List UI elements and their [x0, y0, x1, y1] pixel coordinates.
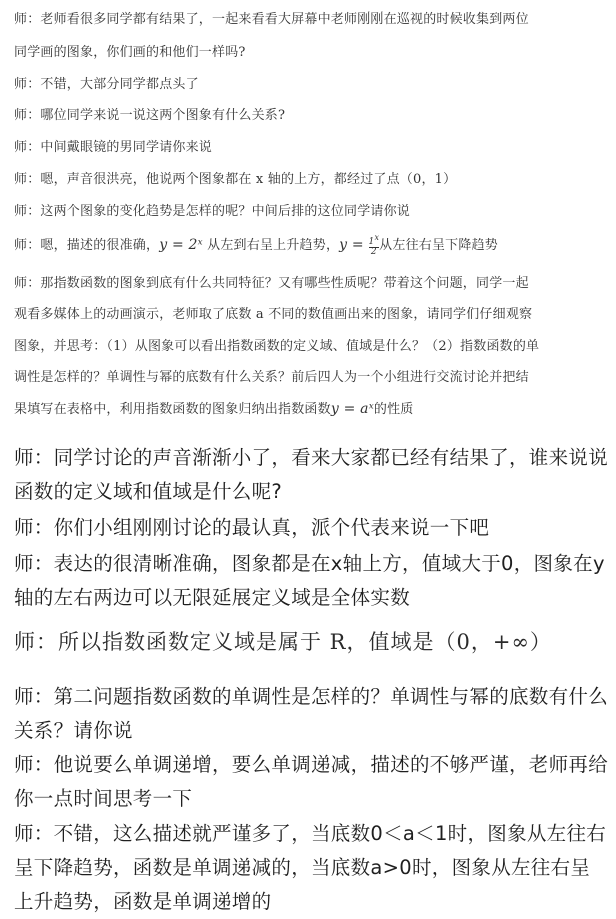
text-line: 调性是怎样的？单调性与幂的底数有什么关系？前后四人为一个小组进行交流讨论并把结: [14, 370, 529, 385]
text-line: 师：不错，大部分同学都点头了: [14, 77, 199, 92]
text-line: 师：中间戴眼镜的男同学请你来说: [14, 140, 213, 155]
formula-eq2-lhs: y =: [339, 237, 369, 253]
paragraph: 师：第二问题指数函数的单调性是怎样的？单调性与幂的底数有什么关系？请你说: [14, 685, 609, 742]
fraction-exponent: x: [374, 233, 380, 242]
formula-y-ax: y = aˣ: [330, 401, 374, 417]
fraction: [369, 233, 380, 257]
paragraph: 师：表达的很清晰准确，图象都是在x轴上方，值域大于0，图象在y轴的左右两边可以无限延展定义域是全体实数: [14, 552, 605, 609]
paragraph: 师：你们小组刚刚讨论的最认真，派个代表来说一下吧: [14, 516, 490, 539]
formula-line: [14, 233, 498, 257]
text-line: 师：那指数函数的图象到底有什么共同特征？又有哪些性质呢？带着这个问题，同学一起: [14, 276, 529, 291]
formula-eq2: [339, 233, 380, 257]
fraction-numerator: 1: [368, 237, 375, 247]
fraction-denominator: 2: [370, 247, 377, 257]
formula-mid: 从左到右呈上升趋势，: [202, 238, 340, 253]
paragraph: 师：同学讨论的声音渐渐小了，看来大家都已经有结果了，谁来说说函数的定义域和值域是什么呢?: [14, 446, 609, 503]
text-line: 师：老师看很多同学都有结果了，一起来看看大屏幕中老师刚刚在巡视的时候收集到两位: [14, 12, 529, 27]
text-line: 图象，并思考：（1）从图象可以看出指数函数的定义域、值域是什么？（2）指数函数的单: [14, 339, 540, 354]
formula-eq1: y = 2ˣ: [159, 237, 203, 253]
formula-suffix: 从左往右呈下降趋势: [379, 238, 498, 253]
formula-prefix: 师：嗯，描述的很准确，: [14, 238, 160, 253]
text-line: 同学画的图象，你们画的和他们一样吗?: [14, 45, 246, 60]
text-line: 师：哪位同学来说一说这两个图象有什么关系?: [14, 108, 286, 123]
paragraph: 师：他说要么单调递增，要么单调递减，描述的不够严谨，老师再给你一点时间思考一下: [14, 753, 609, 810]
text-segment: 果填写在表格中，利用指数函数的图象归纳出指数函数: [14, 402, 331, 417]
text-line-with-formula: [14, 398, 413, 417]
text-line: 观看多媒体上的动画演示，老师取了底数 a 不同的数值画出来的图象，请同学们仔细观察: [14, 307, 533, 322]
text-segment: 的性质: [373, 402, 414, 417]
paragraph: 师：不错，这么描述就严谨多了，当底数0＜a＜1时，图象从左往右呈下降趋势，函数是单调递减的，当底数a>0时，图象从左往右呈上升趋势，函数是单调递增的: [14, 822, 607, 913]
serif-paragraph: 师：所以指数函数定义域是属于 R，值域是（0，+∞）: [14, 630, 552, 654]
text-line: 师：嗯，声音很洪亮，他说两个图象都在 x 轴的上方，都经过了点（0，1）: [14, 172, 457, 187]
text-line: 师：这两个图象的变化趋势是怎样的呢？中间后排的这位同学请你说: [14, 204, 411, 219]
